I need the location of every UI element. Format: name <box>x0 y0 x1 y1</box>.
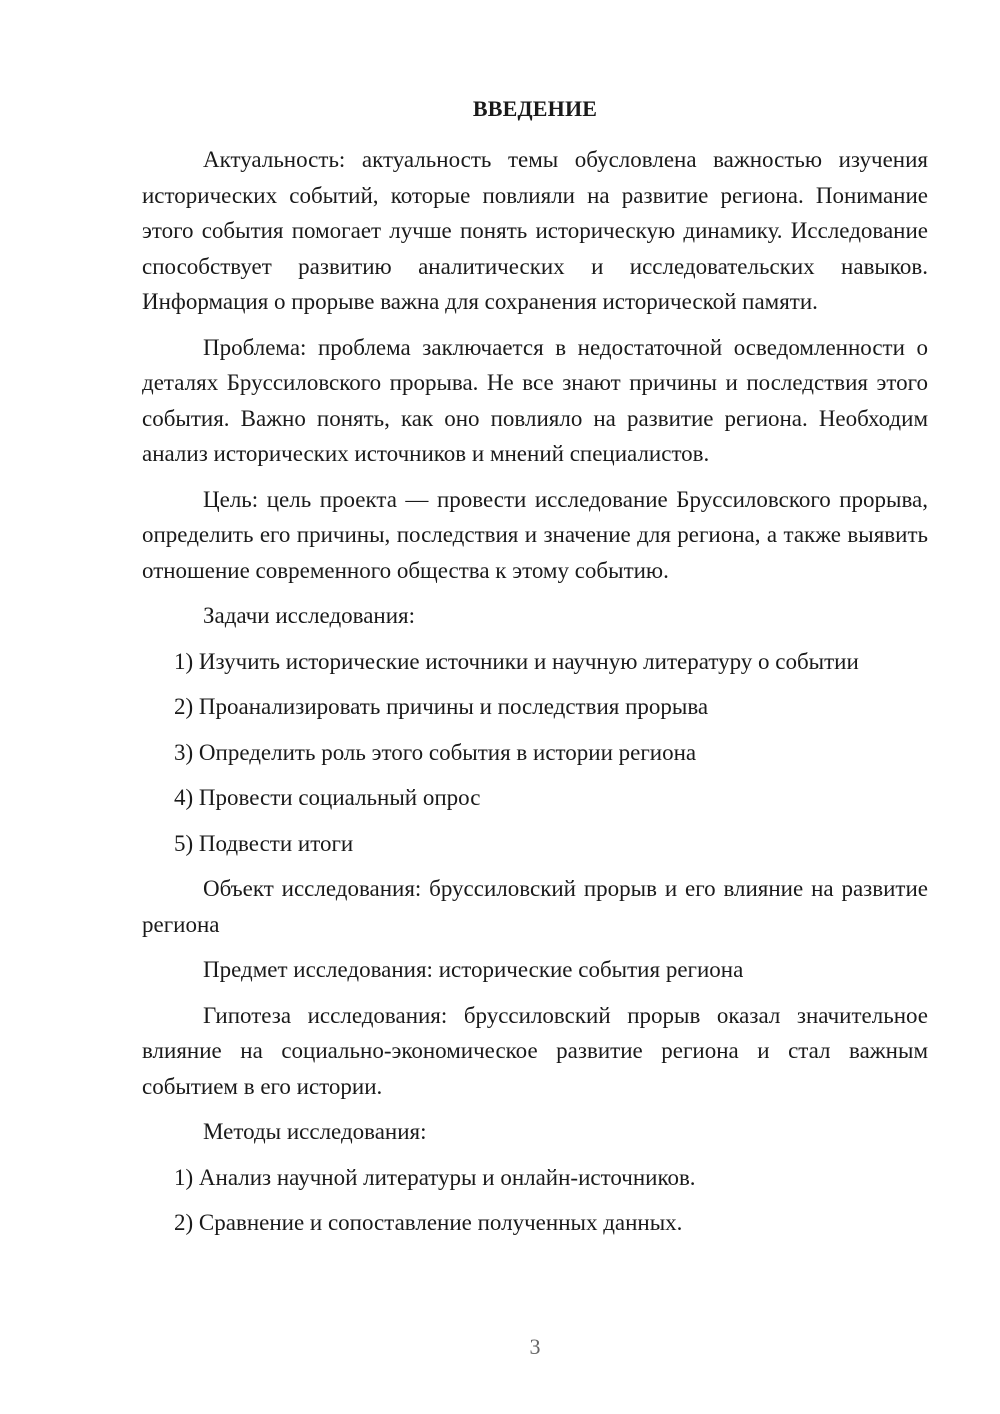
page-number: 3 <box>529 1334 541 1359</box>
object-paragraph: Объект исследования: бруссиловский прорыв и его влияние на развитие региона <box>142 876 928 937</box>
tasks-list <box>142 644 928 862</box>
task-item: 3) Определить роль этого события в истории региона <box>174 739 697 765</box>
task-item: 5) Подвести итоги <box>174 830 354 856</box>
problem-paragraph: Проблема: проблема заключается в недостаточной осведомленности о деталях Бруссиловского прорыва. Не все знают причины и последствия этого события. Важно понять, как оно повлияло на развитие региона. Необходим анализ исторических источников и мнений специалистов. <box>142 334 928 466</box>
relevance-paragraph: Актуальность: актуальность темы обусловлена важностью изучения исторических событий, которые повлияли на развитие региона. Понимание этого события помогает лучше понять историческую динамику. Исследование способствует развитию аналитических и исследовательских навыков. Информация о прорыве важна для сохранения исторической памяти. <box>142 147 928 314</box>
method-item: 1) Анализ научной литературы и онлайн-источников. <box>174 1164 696 1190</box>
task-item: 1) Изучить исторические источники и научную литературу о событии <box>174 648 859 674</box>
method-item: 2) Сравнение и сопоставление полученных данных. <box>174 1210 683 1235</box>
methods-heading: Методы исследования: <box>203 1119 427 1144</box>
goal-paragraph: Цель: цель проекта — провести исследование Бруссиловского прорыва, определить его причины, последствия и значение для региона, а также выявить отношение современного общества к этому событию. <box>142 486 928 583</box>
page-title: ВВЕДЕНИЕ <box>472 96 598 121</box>
document-body <box>142 142 928 1251</box>
tasks-heading: Задачи исследования: <box>203 603 416 628</box>
task-item: 2) Проанализировать причины и последствия прорыва <box>174 694 709 719</box>
subject-paragraph: Предмет исследования: исторические события региона <box>203 957 744 982</box>
task-item: 4) Провести социальный опрос <box>174 785 481 810</box>
methods-list <box>142 1160 928 1241</box>
hypothesis-paragraph: Гипотеза исследования: бруссиловский прорыв оказал значительное влияние на социально-экономическое развитие региона и стал важным событием в его истории. <box>142 1002 928 1099</box>
